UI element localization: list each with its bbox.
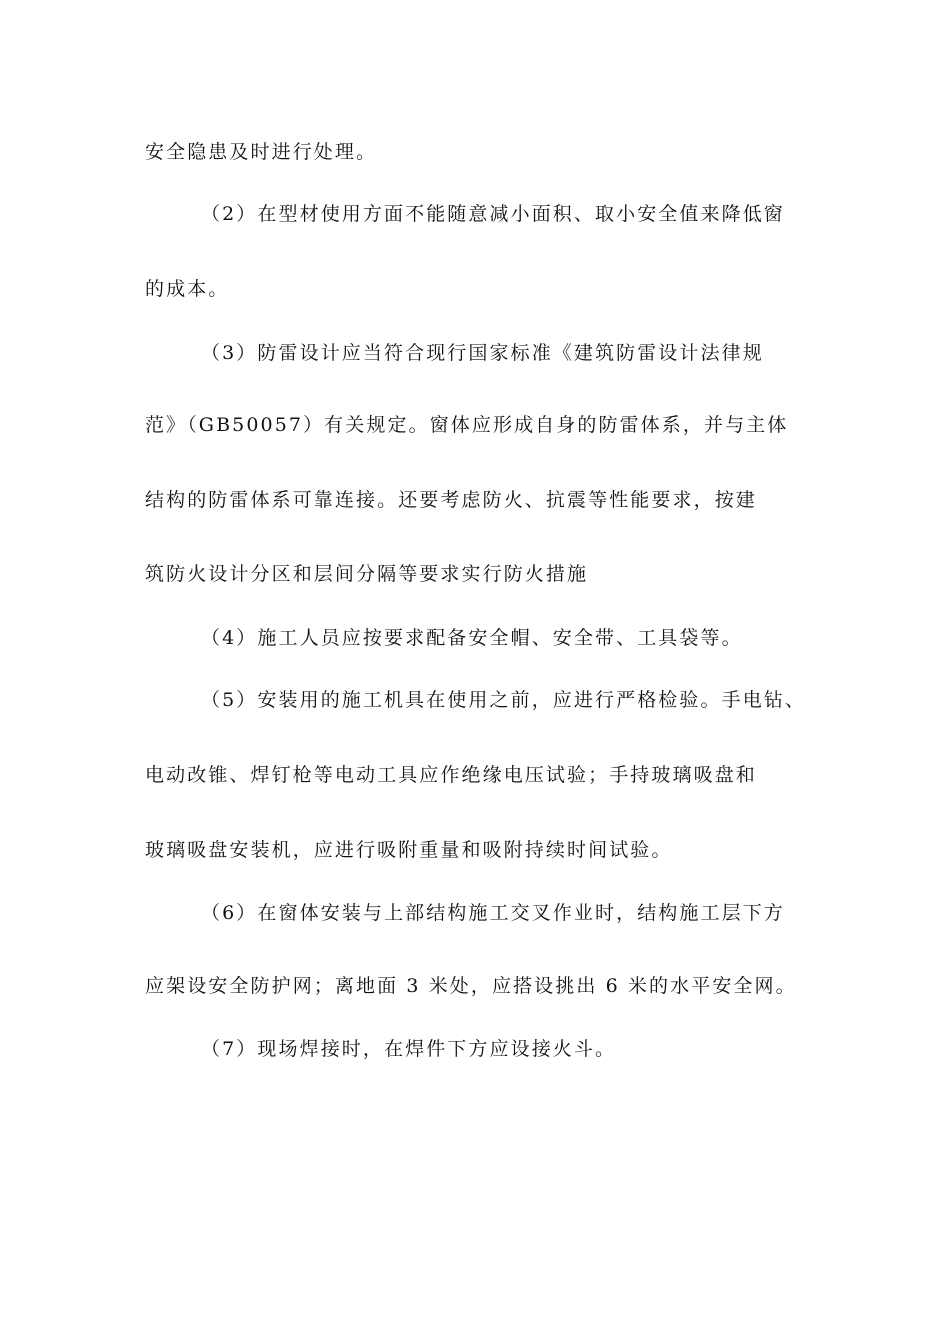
text-line-6: 结构的防雷体系可靠连接。还要考虑防火、抗震等性能要求，按建 [145, 489, 757, 511]
text-line-4: （3）防雷设计应当符合现行国家标准《建筑防雷设计法律规 [201, 342, 764, 364]
text-line-7: 筑防火设计分区和层间分隔等要求实行防火措施 [145, 563, 589, 585]
text-line-5: 范》（GB50057）有关规定。窗体应形成自身的防雷体系，并与主体 [145, 414, 789, 436]
text-line-1: 安全隐患及时进行处理。 [145, 141, 378, 163]
text-line-10: 电动改锥、焊钉枪等电动工具应作绝缘电压试验；手持玻璃吸盘和 [145, 764, 757, 786]
text-line-8: （4）施工人员应按要求配备安全帽、安全带、工具袋等。 [201, 627, 743, 649]
text-line-11: 玻璃吸盘安装机，应进行吸附重量和吸附持续时间试验。 [145, 839, 673, 861]
text-line-3: 的成本。 [145, 278, 230, 300]
text-line-14: （7）现场焊接时，在焊件下方应设接火斗。 [201, 1038, 617, 1060]
text-line-9: （5）安装用的施工机具在使用之前，应进行严格检验。手电钻、 [201, 689, 806, 711]
text-line-13: 应架设安全防护网；离地面 3 米处，应搭设挑出 6 米的水平安全网。 [145, 975, 797, 997]
text-line-2: （2）在型材使用方面不能随意减小面积、取小安全值来降低窗 [201, 203, 785, 225]
text-line-12: （6）在窗体安装与上部结构施工交叉作业时，结构施工层下方 [201, 902, 785, 924]
